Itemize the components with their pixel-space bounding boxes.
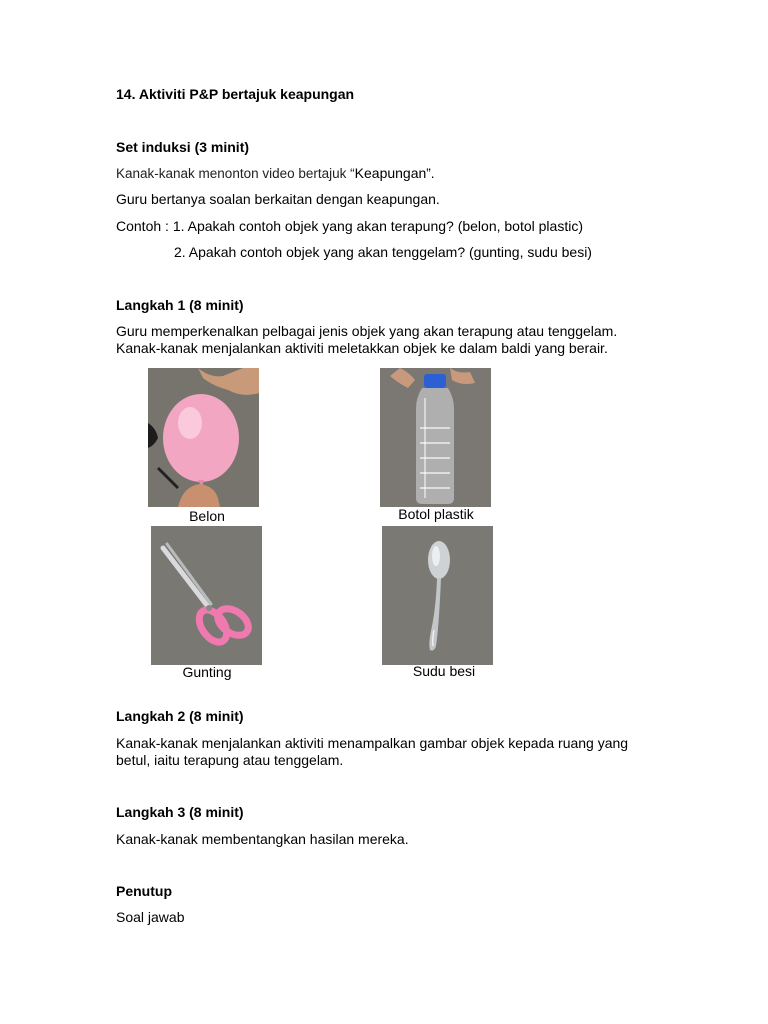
page-title: 14. Aktiviti P&P bertajuk keapungan: [116, 86, 355, 102]
set-induksi-line-1: [116, 165, 435, 182]
langkah-3-heading: Langkah 3 (8 minit): [116, 804, 244, 820]
set-induksi-line-2: Guru bertanya soalan berkaitan dengan keapungan.: [116, 191, 440, 207]
plastic-bottle-photo: [380, 368, 491, 507]
langkah-1-heading: Langkah 1 (8 minit): [116, 297, 244, 313]
set-induksi-heading: Set induksi (3 minit): [116, 139, 250, 155]
caption-botol-plastik: Botol plastik: [398, 506, 474, 522]
caption-sudu-besi: Sudu besi: [412, 663, 476, 679]
langkah-2-line-1: Kanak-kanak menjalankan aktiviti menampalkan gambar objek kepada ruang yang: [116, 735, 629, 751]
caption-gunting: Gunting: [182, 664, 232, 680]
penutup-line-1: Soal jawab: [116, 909, 185, 925]
set-induksi-line-3: Contoh : 1. Apakah contoh objek yang akan terapung? (belon, botol plastic): [116, 218, 583, 234]
scissors-photo: [151, 526, 262, 665]
set-induksi-line-1-suffix: ”.: [426, 166, 435, 181]
balloon-photo: [148, 368, 259, 507]
set-induksi-line-1-prefix: Kanak-kanak menonton video bertajuk “: [116, 166, 355, 181]
penutup-heading: Penutup: [116, 883, 172, 899]
set-induksi-line-1-title: Keapungan: [354, 165, 427, 181]
spoon-photo: [382, 526, 493, 665]
langkah-1-line-1: Guru memperkenalkan pelbagai jenis objek yang akan terapung atau tenggelam.: [116, 323, 618, 339]
langkah-2-heading: Langkah 2 (8 minit): [116, 708, 244, 724]
set-induksi-line-4: 2. Apakah contoh objek yang akan tenggelam? (gunting, sudu besi): [174, 244, 592, 260]
langkah-1-line-2: Kanak-kanak menjalankan aktiviti meletakkan objek ke dalam baldi yang berair.: [116, 340, 608, 356]
caption-belon: Belon: [189, 508, 225, 524]
langkah-3-line-1: Kanak-kanak membentangkan hasilan mereka.: [116, 831, 409, 847]
langkah-2-line-2: betul, iaitu terapung atau tenggelam.: [116, 752, 344, 768]
